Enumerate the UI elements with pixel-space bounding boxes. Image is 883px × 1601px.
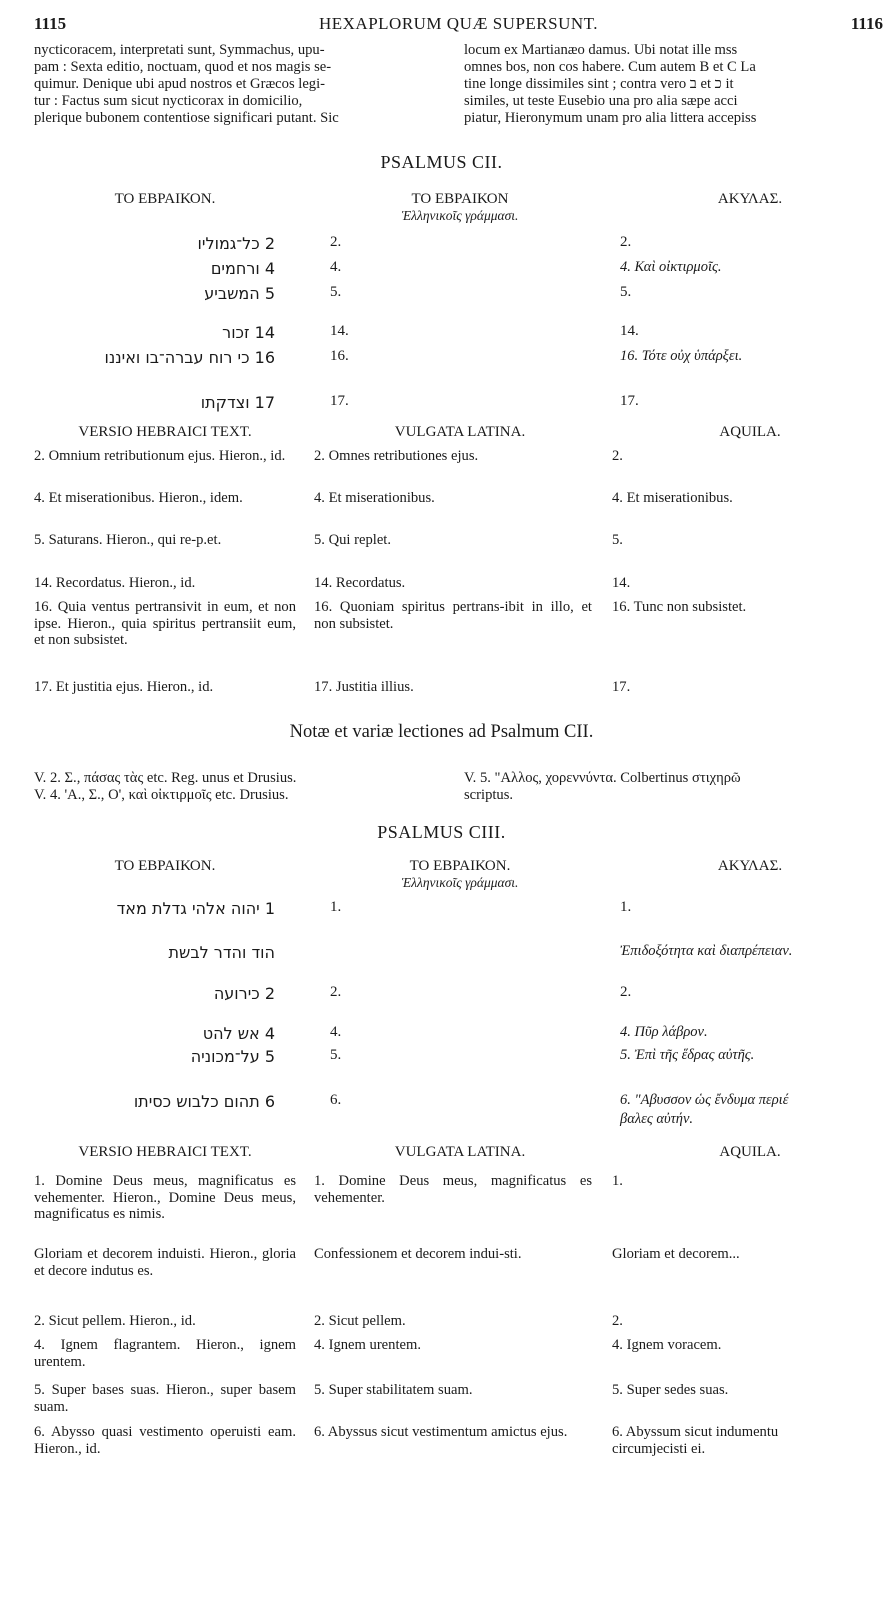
aquila-latin-cell: Gloriam et decorem... bbox=[612, 1246, 740, 1262]
aquila-cell: 1. bbox=[620, 899, 632, 915]
vulgata-cell: 4. Ignem urentem. bbox=[314, 1337, 421, 1353]
vulgata-cell: 16. Quoniam spiritus pertrans-ibit in illo, et non subsistet. bbox=[314, 599, 592, 632]
aquila-latin-cell: 5. bbox=[612, 532, 623, 548]
col-header-hebrew-greek bbox=[330, 191, 590, 224]
intro-line: tur : Factus sum sicut nycticorax in domicilio, bbox=[34, 93, 303, 109]
col-header-hebrew-greek-sub: Ἑλληνικοῖς γράμμασι. bbox=[401, 208, 519, 223]
aquila-cell: 17. bbox=[620, 393, 639, 409]
aquila-cell: Ἐπιδοξότητα καὶ διαπρέπειαν. bbox=[620, 943, 793, 959]
latin-header-vulgata: VULGATA LATINA. bbox=[394, 424, 526, 440]
verse-number: 17. bbox=[330, 393, 349, 409]
versio-cell: 5. Saturans. Hieron., qui re-p.et. bbox=[34, 532, 222, 548]
intro-line: quimur. Denique ubi apud nostros et Græcos legi- bbox=[34, 76, 326, 92]
note-line: V. 4. 'Α., Σ., Ο', καὶ οἰκτιρμοῖς etc. Drusius. bbox=[34, 787, 289, 803]
vulgata-cell: 5. Super stabilitatem suam. bbox=[314, 1382, 473, 1398]
verse-number: 5. bbox=[330, 284, 342, 300]
note-line: scriptus. bbox=[464, 787, 514, 803]
aquila-latin-line: 6. Abyssum sicut indumentu bbox=[612, 1424, 779, 1440]
aquila-cell: 2. bbox=[620, 984, 632, 1000]
psalm-103-title: PSALMUS CIII. bbox=[377, 822, 506, 842]
intro-line: similes, ut teste Eusebio una pro alia sæpe acci bbox=[464, 93, 738, 109]
aquila-latin-cell: 1. bbox=[612, 1173, 623, 1189]
aquila-latin-cell bbox=[612, 1424, 883, 1457]
latin-header-aquila: AQUILA. bbox=[719, 1144, 781, 1160]
aquila-latin-cell: 17. bbox=[612, 679, 631, 695]
aquila-cell: 2. bbox=[620, 234, 632, 250]
verse-number: 2. bbox=[330, 984, 342, 1000]
aquila-latin-cell: 4. Et miserationibus. bbox=[612, 490, 733, 506]
verse-number: 14. bbox=[330, 323, 349, 339]
vulgata-cell: 1. Domine Deus meus, magnificatus es vehementer. bbox=[314, 1173, 592, 1206]
versio-cell: 14. Recordatus. Hieron., id. bbox=[34, 575, 196, 591]
intro-line: omnes bos, non cos habere. Cum autem B et C La bbox=[464, 59, 756, 75]
hebrew-cell: הוד והדר לבשת bbox=[168, 943, 275, 962]
hebrew-cell: 2 כירועה bbox=[213, 984, 275, 1003]
latin-header-vulgata: VULGATA LATINA. bbox=[394, 1144, 526, 1160]
col-header-hebrew-greek-sub: Ἑλληνικοῖς γράμμασι. bbox=[401, 875, 519, 890]
aquila-latin-cell: 16. Tunc non subsistet. bbox=[612, 599, 747, 615]
versio-cell: 4. Et miserationibus. Hieron., idem. bbox=[34, 490, 243, 506]
notes-right bbox=[464, 770, 883, 804]
hebrew-cell: 17 וצדקתו bbox=[200, 393, 275, 412]
note-line: V. 2. Σ., πάσας τὰς etc. Reg. unus et Drusius. bbox=[34, 770, 297, 786]
verse-number: 4. bbox=[330, 259, 342, 275]
running-header bbox=[34, 14, 883, 38]
intro-left-column bbox=[34, 42, 444, 127]
notes-left bbox=[34, 770, 454, 804]
aquila-cell: 16. Τότε οὐχ ὑπάρξει. bbox=[620, 348, 743, 364]
intro-line: tine longe dissimiles sint ; contra vero ב et כ it bbox=[464, 76, 734, 92]
aquila-cell: 4. Πῦρ λάβρον. bbox=[620, 1024, 708, 1040]
intro-line: nycticoracem, interpretati sunt, Symmachus, upu- bbox=[34, 42, 325, 58]
vulgata-cell: 2. Sicut pellem. bbox=[314, 1313, 406, 1329]
versio-cell: 2. Sicut pellem. Hieron., id. bbox=[34, 1313, 196, 1329]
col-header-aquila: ΑΚΥΛΑΣ. bbox=[717, 191, 783, 207]
hebrew-cell: 5 על־מכוניה bbox=[190, 1047, 275, 1066]
intro-line: plerique bubonem contentiose significari putant. Sic bbox=[34, 110, 339, 126]
col-header-hebrew-greek bbox=[330, 858, 590, 891]
intro-line: pam : Sexta editio, noctuam, quod et nos magis se- bbox=[34, 59, 332, 75]
col-header-aquila: ΑΚΥΛΑΣ. bbox=[717, 858, 783, 874]
hebrew-cell: 16 כי רוח עברה־בו ואיננו bbox=[104, 348, 275, 367]
running-title: HEXAPLORUM QUÆ SUPERSUNT. bbox=[318, 14, 599, 33]
versio-cell: 1. Domine Deus meus, magnificatus es vehementer. Hieron., Domine Deus meus, magnificatus es nimis. bbox=[34, 1173, 296, 1222]
latin-header-aquila: AQUILA. bbox=[719, 424, 781, 440]
aquila-cell: 5. Ἐπὶ τῆς ἕδρας αὐτῆς. bbox=[620, 1047, 755, 1063]
versio-cell: Gloriam et decorem induisti. Hieron., gloria et decore indutus es. bbox=[34, 1246, 296, 1279]
aquila-latin-cell: 14. bbox=[612, 575, 631, 591]
notes-title: Notæ et variæ lectiones ad Psalmum CII. bbox=[289, 722, 594, 742]
vulgata-cell: 14. Recordatus. bbox=[314, 575, 406, 591]
intro-line: locum ex Martianæo damus. Ubi notat ille mss bbox=[464, 42, 738, 58]
hebrew-cell: 2 כל־גמוליו bbox=[197, 234, 275, 253]
intro-line: piatur, Hieronymum unam pro alia littera accepiss bbox=[464, 110, 757, 126]
verse-number: 4. bbox=[330, 1024, 342, 1040]
verse-number: 16. bbox=[330, 348, 349, 364]
aquila-cell: 6. "Αβυσσον ὡς ἔνδυμα περιέ bbox=[620, 1092, 789, 1108]
aquila-cell: 4. Καὶ οἰκτιρμοῖς. bbox=[620, 259, 722, 275]
psalm-102-title: PSALMUS CII. bbox=[380, 152, 503, 172]
hebrew-cell: 6 תהום כלבוש כסיתו bbox=[133, 1092, 275, 1111]
verse-number: 2. bbox=[330, 234, 342, 250]
aquila-latin-cell: 4. Ignem voracem. bbox=[612, 1337, 722, 1353]
vulgata-cell: 2. Omnes retributiones ejus. bbox=[314, 448, 479, 464]
note-line: V. 5. "Αλλος, χορεννύντα. Colbertinus στιχηρῶ bbox=[464, 770, 741, 786]
verse-number: 5. bbox=[330, 1047, 342, 1063]
aquila-cell: 14. bbox=[620, 323, 639, 339]
col-header-hebrew: ΤΟ ΕΒΡΑΙΚΟΝ. bbox=[114, 191, 216, 207]
versio-cell: 16. Quia ventus pertransivit in eum, et non ipse. Hieron., quia spiritus pertransiit eum, et non subsistet. bbox=[34, 599, 296, 648]
hebrew-cell: 4 אש להט bbox=[202, 1024, 275, 1043]
col-header-hebrew-greek-title: ΤΟ ΕΒΡΑΙΚΟΝ bbox=[411, 191, 509, 207]
aquila-latin-cell: 2. bbox=[612, 448, 623, 464]
versio-cell: 6. Abysso quasi vestimento operuisti eam. Hieron., id. bbox=[34, 1424, 296, 1457]
vulgata-cell: 6. Abyssus sicut vestimentum amictus ejus. bbox=[314, 1424, 568, 1440]
col-header-hebrew-greek-title: ΤΟ ΕΒΡΑΙΚΟΝ. bbox=[409, 858, 511, 874]
versio-cell: 17. Et justitia ejus. Hieron., id. bbox=[34, 679, 214, 695]
latin-header-versio: VERSIO HEBRAICI TEXT. bbox=[78, 424, 252, 440]
verse-number: 6. bbox=[330, 1092, 342, 1108]
versio-cell: 4. Ignem flagrantem. Hieron., ignem urentem. bbox=[34, 1337, 296, 1370]
vulgata-cell: 5. Qui replet. bbox=[314, 532, 392, 548]
verse-number: 1. bbox=[330, 899, 342, 915]
aquila-latin-cell: 2. bbox=[612, 1313, 623, 1329]
hebrew-cell: 1 יהוה אלהי גדלת מאד bbox=[116, 899, 275, 918]
hebrew-cell: 4 ורחמים bbox=[210, 259, 275, 278]
vulgata-cell: Confessionem et decorem indui-sti. bbox=[314, 1246, 522, 1262]
vulgata-cell: 17. Justitia illius. bbox=[314, 679, 414, 695]
latin-header-versio: VERSIO HEBRAICI TEXT. bbox=[78, 1144, 252, 1160]
versio-cell: 5. Super bases suas. Hieron., super basem suam. bbox=[34, 1382, 296, 1415]
hebrew-cell: 5 המשביע bbox=[204, 284, 275, 303]
vulgata-cell: 4. Et miserationibus. bbox=[314, 490, 435, 506]
aquila-latin-line: circumjecisti ei. bbox=[612, 1440, 706, 1457]
page-number-left: 1115 bbox=[34, 14, 67, 33]
aquila-cell: βαλες αὐτήν. bbox=[620, 1111, 694, 1127]
aquila-cell: 5. bbox=[620, 284, 632, 300]
versio-cell: 2. Omnium retributionum ejus. Hieron., id. bbox=[34, 448, 286, 464]
hebrew-cell: 14 זכור bbox=[222, 323, 275, 342]
intro-right-column bbox=[464, 42, 883, 127]
page-number-right: 1116 bbox=[850, 14, 883, 33]
col-header-hebrew: ΤΟ ΕΒΡΑΙΚΟΝ. bbox=[114, 858, 216, 874]
aquila-latin-cell: 5. Super sedes suas. bbox=[612, 1382, 729, 1398]
